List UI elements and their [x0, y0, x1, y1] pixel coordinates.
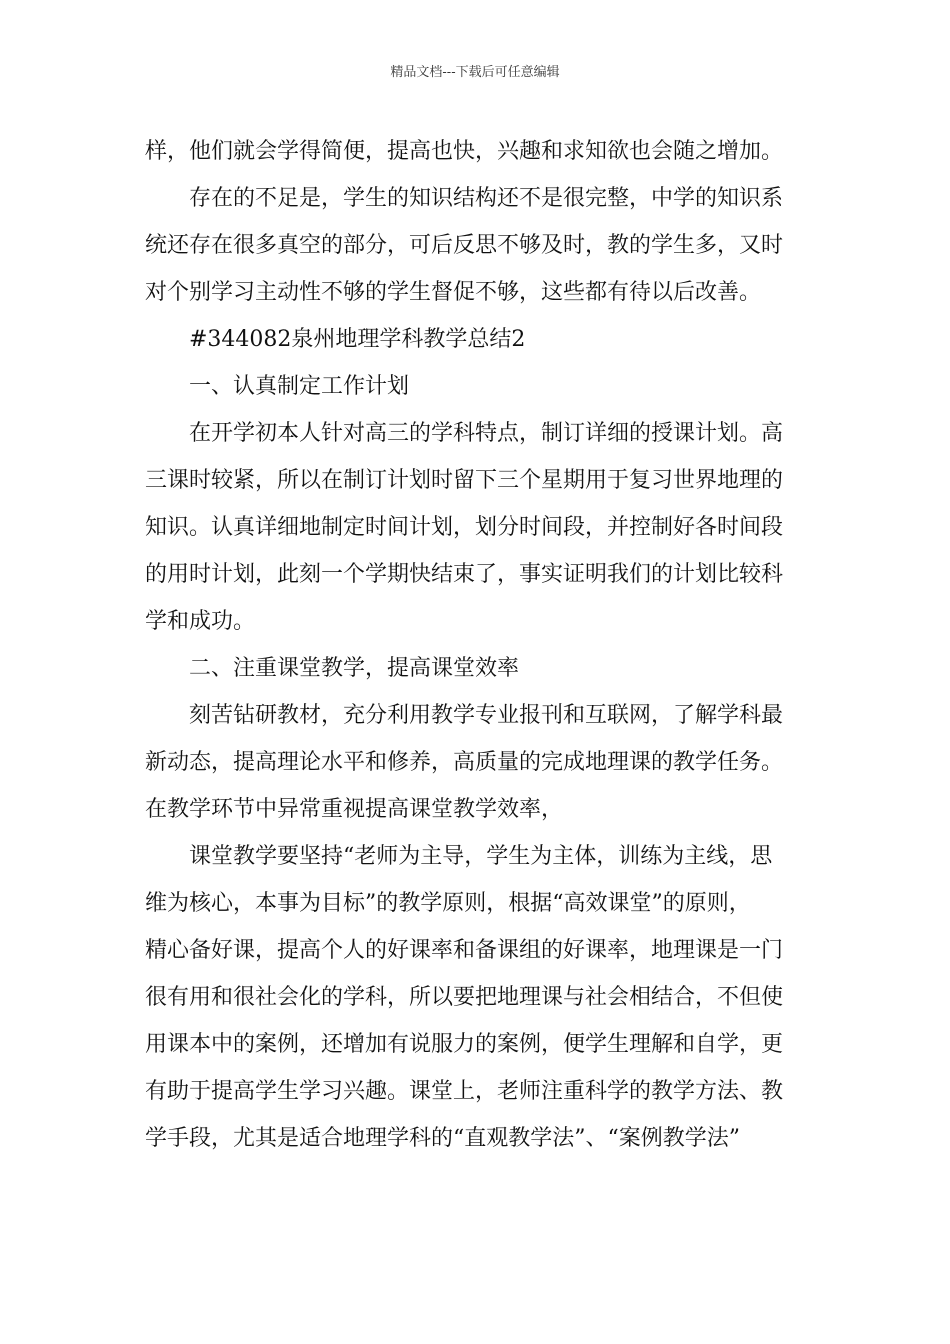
page-header: 精品文档---下载后可任意编辑	[390, 65, 560, 80]
document-body	[145, 128, 810, 1162]
text-line: 知识。认真详细地制定时间计划，划分时间段，并控制好各时间段	[145, 515, 784, 540]
text-line: 学和成功。	[145, 609, 256, 634]
text-line: 有助于提高学生学习兴趣。课堂上，老师注重科学的教学方法、教	[145, 1079, 784, 1104]
text-line: 新动态，提高理论水平和修养，高质量的完成地理课的教学任务。	[145, 750, 784, 775]
section-title: #344082泉州地理学科教学总结2	[189, 327, 526, 352]
text-line: 很有用和很社会化的学科，所以要把地理课与社会相结合，不但使	[145, 985, 784, 1010]
text-line: 在教学环节中异常重视提高课堂教学效率，	[145, 797, 564, 822]
paragraph-start-line: 刻苦钻研教材，充分利用教学专业报刊和互联网，了解学科最	[189, 703, 784, 728]
paragraph-start-line: 课堂教学要坚持“老师为主导，学生为主体，训练为主线，思	[189, 844, 773, 869]
text-line: 三课时较紧，所以在制订计划时留下三个星期用于复习世界地理的	[145, 468, 784, 493]
paragraph-start-line: 存在的不足是，学生的知识结构还不是很完整，中学的知识系	[189, 186, 784, 211]
text-line: 统还存在很多真空的部分，可后反思不够及时，教的学生多，又时	[145, 233, 784, 258]
text-line: 用课本中的案例，还增加有说服力的案例，便学生理解和自学，更	[145, 1032, 784, 1057]
text-line: 维为核心，本事为目标”的教学原则，根据“高效课堂”的原则，	[145, 891, 751, 916]
text-line: 学手段，尤其是适合地理学科的“直观教学法”、“案例教学法”	[145, 1126, 740, 1151]
text-line: 对个别学习主动性不够的学生督促不够，这些都有待以后改善。	[145, 280, 762, 305]
section-heading: 一、认真制定工作计划	[189, 374, 410, 399]
text-line: 样，他们就会学得简便，提高也快，兴趣和求知欲也会随之增加。	[145, 139, 784, 164]
text-line: 精心备好课，提高个人的好课率和备课组的好课率，地理课是一门	[145, 938, 784, 963]
paragraph-start-line: 在开学初本人针对高三的学科特点，制订详细的授课计划。高	[189, 421, 784, 446]
text-line: 的用时计划，此刻一个学期快结束了，事实证明我们的计划比较科	[145, 562, 784, 587]
section-heading: 二、注重课堂教学，提高课堂效率	[189, 656, 520, 681]
